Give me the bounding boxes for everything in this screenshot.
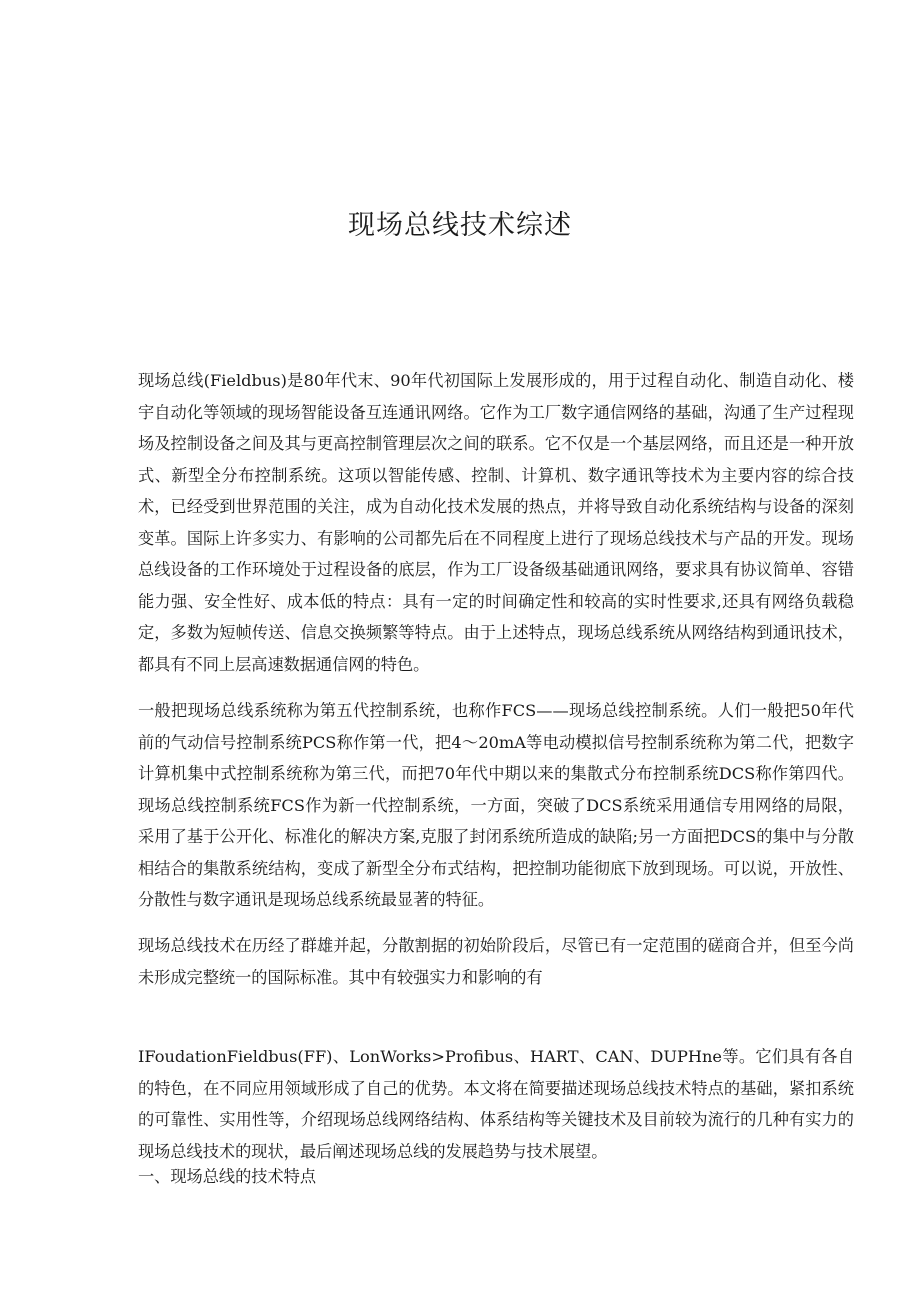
paragraph-fieldbus-types: IFoudationFieldbus(FF)、LonWorks>Profibus、HART、CAN、DUPHne等。它们具有各自的特色，在不同应用领域形成了自己的优势。本文将在简要描述现场总线技术特点的基础，紧扣系统的可靠性、实用性等，介绍现场总线网络结构、体系结构等关键技术及目前较为流行的几种有实力的现场总线技术的现状，最后阐述现场总线的发展趋势与技术展望。 (138, 1047, 854, 1161)
paragraph-standards: 现场总线技术在历经了群雄并起，分散割据的初始阶段后，尽管已有一定范围的磋商合并，但至今尚未形成完整统一的国际标准。其中有较强实力和影响的有 (138, 936, 854, 987)
section-heading-1: 一、现场总线的技术特点 (138, 1167, 317, 1186)
paragraph-fcs-generations: 一般把现场总线系统称为第五代控制系统，也称作FCS——现场总线控制系统。人们一般把50年代前的气动信号控制系统PCS称作第一代，把4～20mA等电动模拟信号控制系统称为第二代，把数字计算机集中式控制系统称为第三代，而把70年代中期以来的集散式分布控制系统DCS称作第四代。现场总线控制系统FCS作为新一代控制系统，一方面，突破了DCS系统采用通信专用网络的局限，采用了基于公开化、标准化的解决方案,克服了封闭系统所造成的缺陷;另一方面把DCS的集中与分散相结合的集散系统结构，变成了新型全分布式结构，把控制功能彻底下放到现场。可以说，开放性、分散性与数字通讯是现场总线系统最显著的特征。 (138, 701, 854, 909)
paragraph-intro: 现场总线(Fieldbus)是80年代末、90年代初国际上发展形成的，用于过程自动化、制造自动化、楼宇自动化等领域的现场智能设备互连通讯网络。它作为工厂数字通信网络的基础，沟通了生产过程现场及控制设备之间及其与更高控制管理层次之间的联系。它不仅是一个基层网络，而且还是一种开放式、新型全分布控制系统。这项以智能传感、控制、计算机、数字通讯等技术为主要内容的综合技术，已经受到世界范围的关注，成为自动化技术发展的热点，并将导致自动化系统结构与设备的深刻变革。国际上许多实力、有影响的公司都先后在不同程度上进行了现场总线技术与产品的开发。现场总线设备的工作环境处于过程设备的底层，作为工厂设备级基础通讯网络，要求具有协议简单、容错能力强、安全性好、成本低的特点：具有一定的时间确定性和较高的实时性要求,还具有网络负载稳定，多数为短帧传送、信息交换频繁等特点。由于上述特点，现场总线系统从网络结构到通讯技术，都具有不同上层高速数据通信网的特色。 (138, 371, 854, 674)
document-title: 现场总线技术综述 (348, 210, 572, 242)
